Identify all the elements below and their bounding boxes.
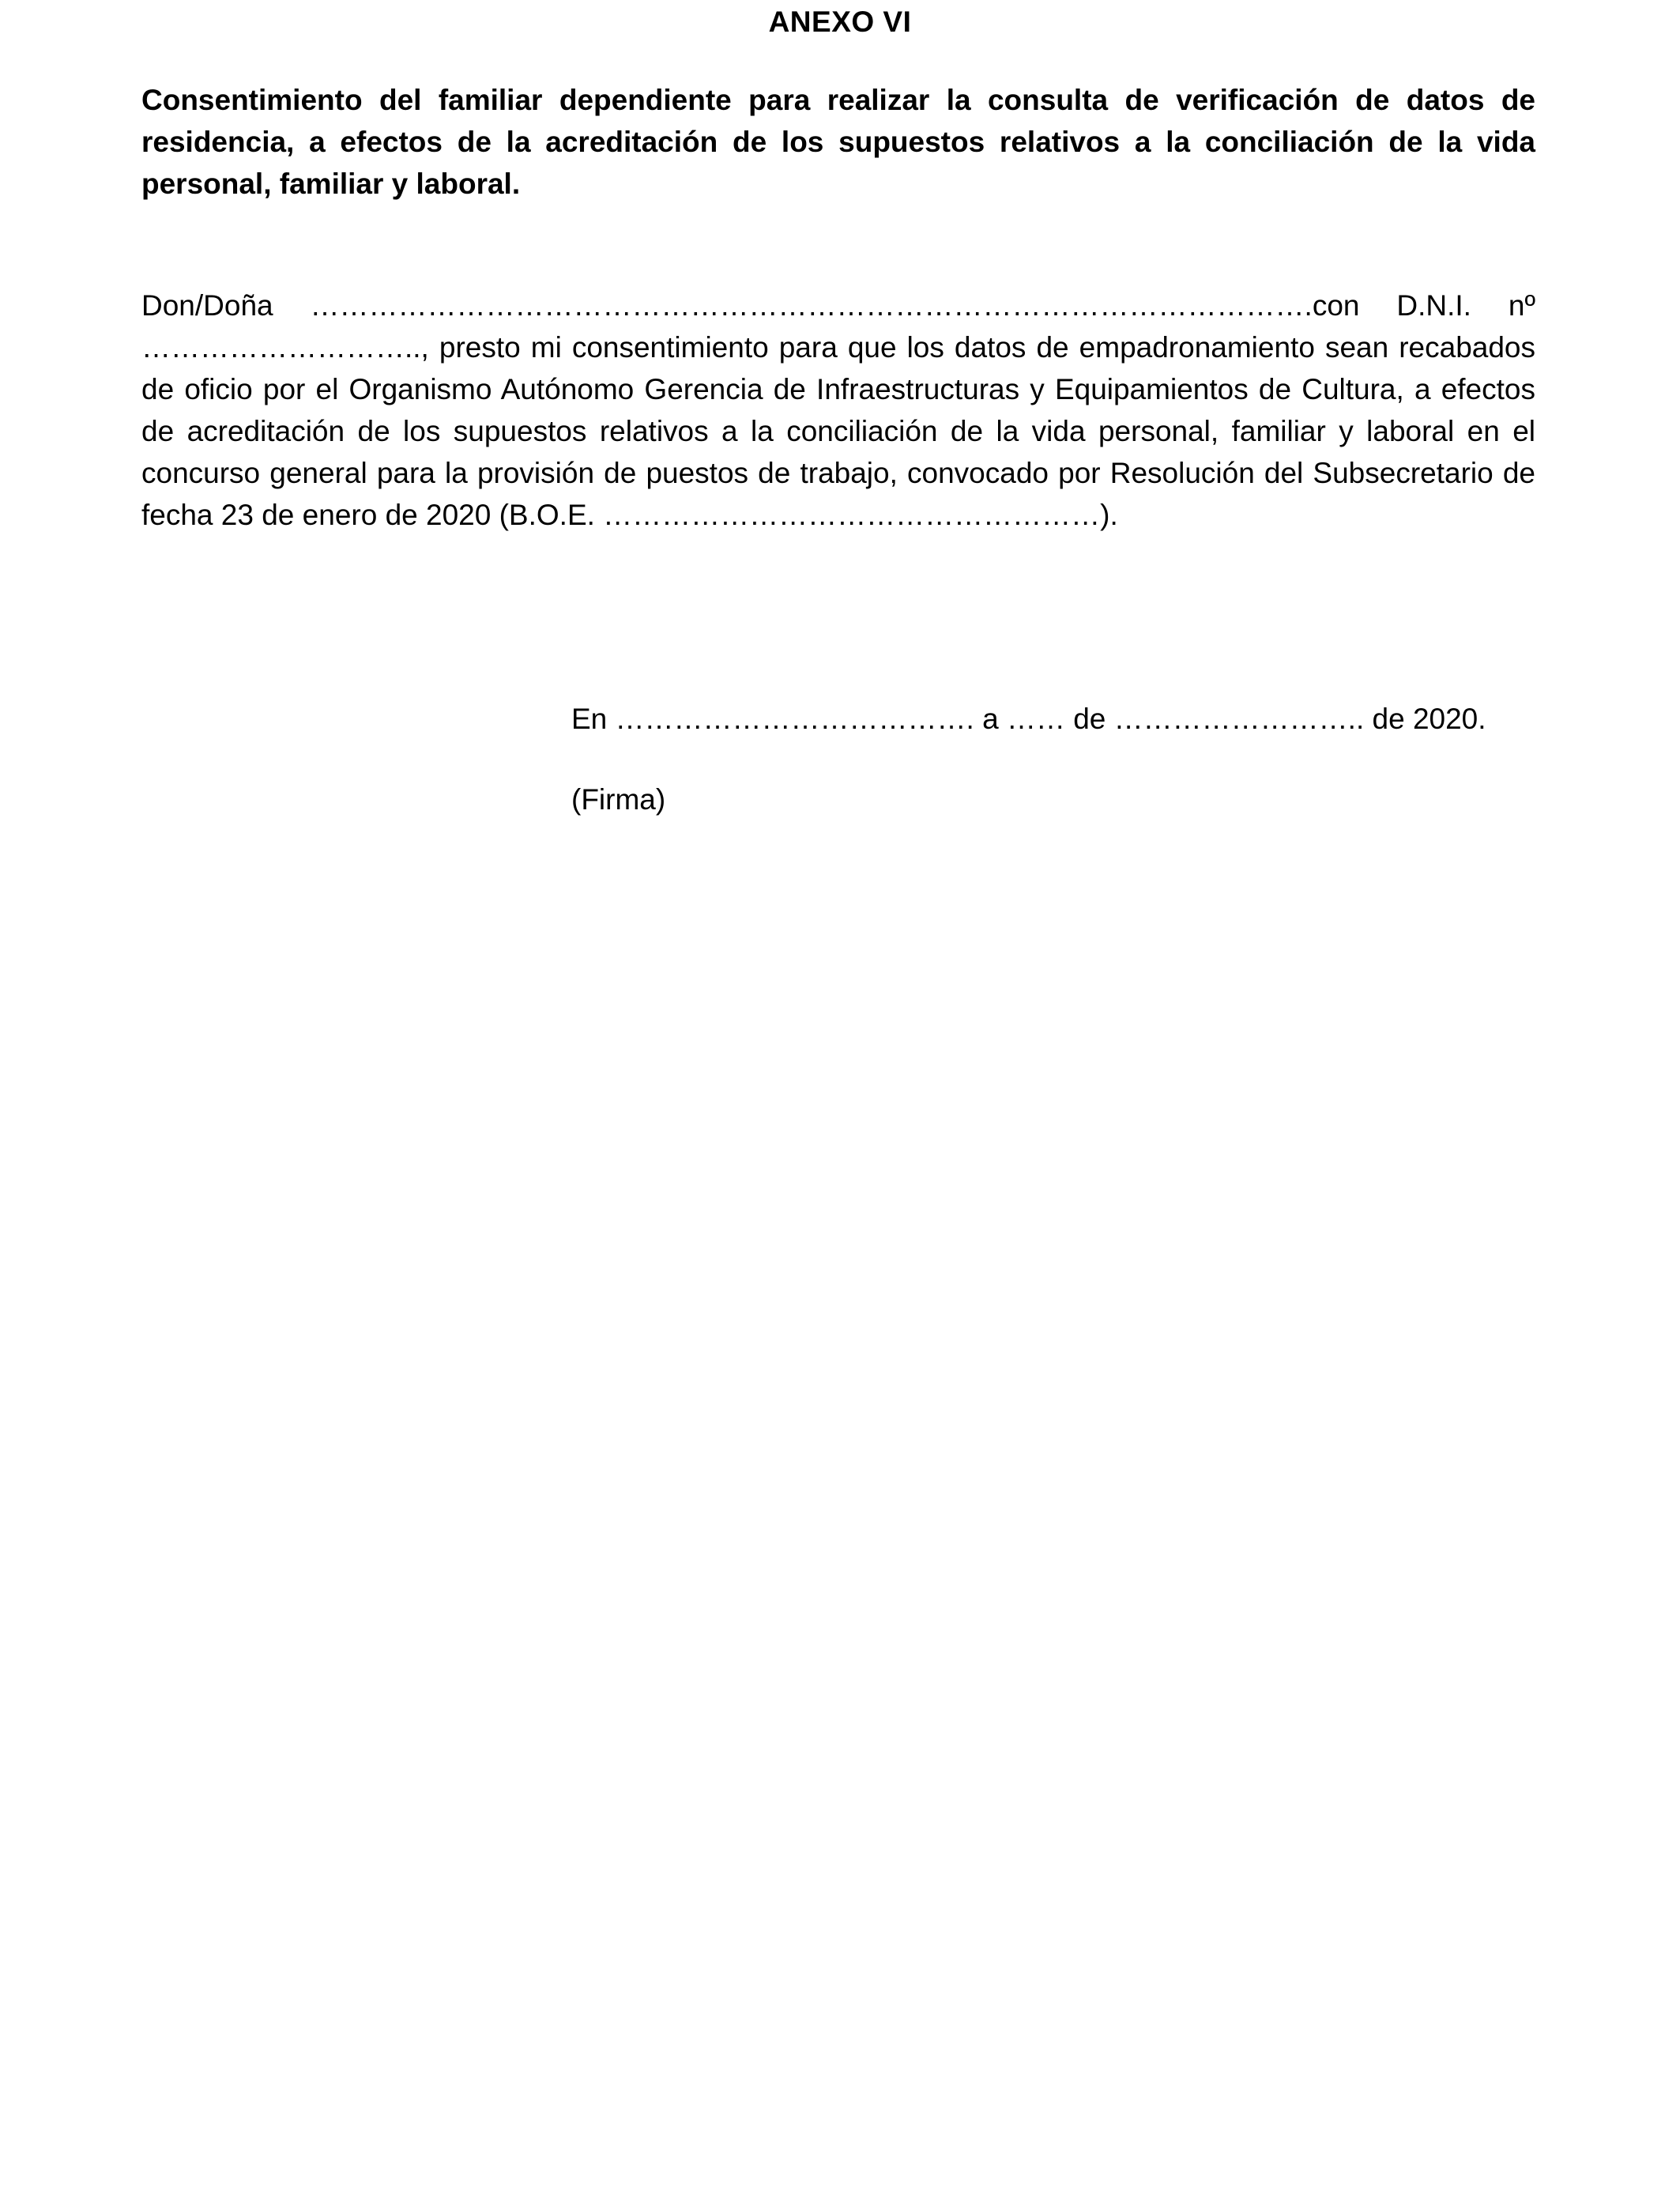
document-heading: Consentimiento del familiar dependiente para realizar la consulta de verificación de datos de residencia, a efectos de la acreditación de los supuestos relativos a la conciliación de la vida personal, familiar y laboral. (141, 84, 1535, 200)
place-date-line: En ………………………………. a …… de …………………….. de 2020. (571, 703, 1486, 735)
signature-label: (Firma) (571, 783, 666, 816)
consent-paragraph: Don/Doña ………………………………………………………………………………………….con D.N.I. nº ……………………….., presto mi consentimiento para que los datos de empadronamiento sean recabados de oficio por el Organismo Autónomo Gerencia de Infraestructuras y Equipamientos de Cultura, a efectos de acreditación de los supuestos relativos a la conciliación de la vida personal, familiar y laboral en el concurso general para la provisión de puestos de trabajo, convocado por Resolución del Subsecretario de fecha 23 de enero de 2020 (B.O.E. ……………………………………………). (141, 289, 1535, 531)
annex-title: ANEXO VI (768, 6, 912, 38)
